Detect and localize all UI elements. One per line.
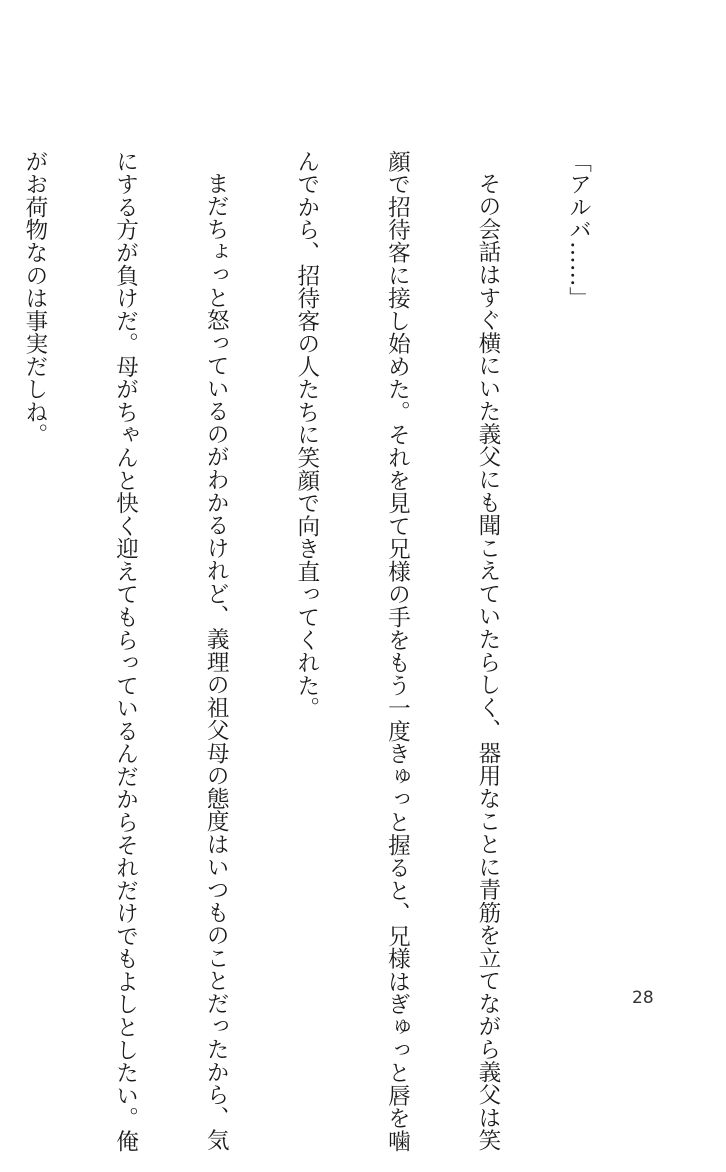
text-line: 顔で招待客に接し始めた。それを見て兄様の手をもう一度きゅっと握ると、兄様はぎゅっと唇を噛 bbox=[384, 150, 411, 1153]
text-line: その会話はすぐ横にいた義父にも聞こえていたらしく、器用なことに青筋を立てながら義父は笑 bbox=[474, 172, 501, 1152]
text-line: 「アルバ……」 bbox=[565, 150, 592, 310]
text-line: がお荷物なのは事実だしね。 bbox=[21, 150, 48, 447]
page-number: 28 bbox=[632, 988, 654, 1008]
text-line: んでから、招待客の人たちに笑顔で向き直ってくれた。 bbox=[293, 150, 320, 720]
text-line: まだちょっと怒っているのがわかるけれど、義理の祖父母の態度はいつものことだったから、気 bbox=[203, 172, 230, 1152]
text-line: にする方が負けだ。母がちゃんと快く迎えてもらっているんだからそれだけでもよしとしたい。俺 bbox=[112, 150, 139, 1153]
